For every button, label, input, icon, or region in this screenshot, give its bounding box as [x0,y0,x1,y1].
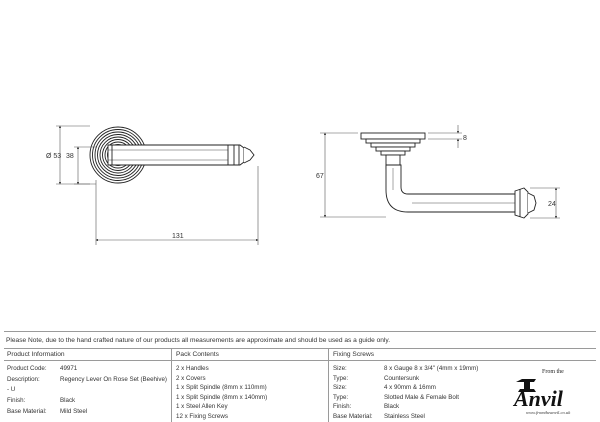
logo-url: www.fromtheanvil.co.uk [526,410,571,415]
logo-anvil-wordmark: Anvil [514,386,563,411]
screw-size-label: Size: [333,365,347,372]
fixing-screws-heading: Fixing Screws [333,351,375,358]
pack-item: 12 x Fixing Screws [176,412,228,420]
screw-material-value: Stainless Steel [384,412,425,420]
table-top-rule [4,331,596,332]
header-rule [4,360,596,361]
pack-item: 2 x Covers [176,374,206,382]
bolt-type-value: Slotted Male & Female Bolt [384,393,459,401]
side-view [361,133,536,218]
screw-finish-value: Black [384,403,400,410]
product-code-value: 49971 [60,365,78,372]
front-view [90,127,254,183]
description-label: Description: [7,376,40,383]
pack-item: 1 x Steel Allen Key [176,403,228,410]
side-lever [386,165,536,218]
screw-type-label: Type: [333,374,349,382]
measurement-note: Please Note, due to the hand crafted nature of our products all measurements are approximate and should be used as a guide only. [6,337,391,344]
pack-item: 2 x Handles [176,365,209,372]
logo-from-the: From the [542,369,564,375]
screw-type-value: Countersunk [384,374,420,382]
dim-rose-diameter: Ø 53 [46,153,62,160]
screw-finish-label: Finish: [333,403,352,410]
finish-value: Black [60,397,76,404]
dim-overall-length: 131 [172,233,184,240]
description-value: Regency Lever On Rose Set (Beehive) [60,376,167,383]
bolt-size-value: 4 x 90mm & 16mm [384,384,436,391]
side-rose [361,133,425,169]
dim-grip-diameter: 24 [548,201,556,208]
finish-label: Finish: [7,397,26,404]
pack-item: 1 x Split Spindle (8mm x 140mm) [176,393,268,401]
from-the-anvil-logo [512,366,598,416]
product-information-heading: Product Information [7,351,65,358]
front-dimensions [56,126,258,245]
dim-height: 67 [316,173,324,180]
dim-rose-thickness: 8 [463,135,467,142]
screw-size-value: 8 x Gauge 8 x 3/4" (4mm x 19mm) [384,365,479,372]
pack-contents-heading: Pack Contents [176,351,219,358]
description-suffix: - U [7,386,16,393]
column-divider-1 [171,348,172,422]
pack-item: 1 x Split Spindle (8mm x 110mm) [176,384,267,391]
screw-material-label: Base Material: [333,412,373,420]
dim-spindle-offset: 38 [66,153,74,160]
base-material-label: Base Material: [7,408,47,415]
bolt-size-label: Size: [333,384,347,391]
note-rule [4,348,596,349]
column-divider-2 [328,348,329,422]
product-code-label: Product Code: [7,365,47,372]
front-lever [108,145,254,165]
bolt-type-label: Type: [333,393,349,401]
base-material-value: Mild Steel [60,408,88,415]
